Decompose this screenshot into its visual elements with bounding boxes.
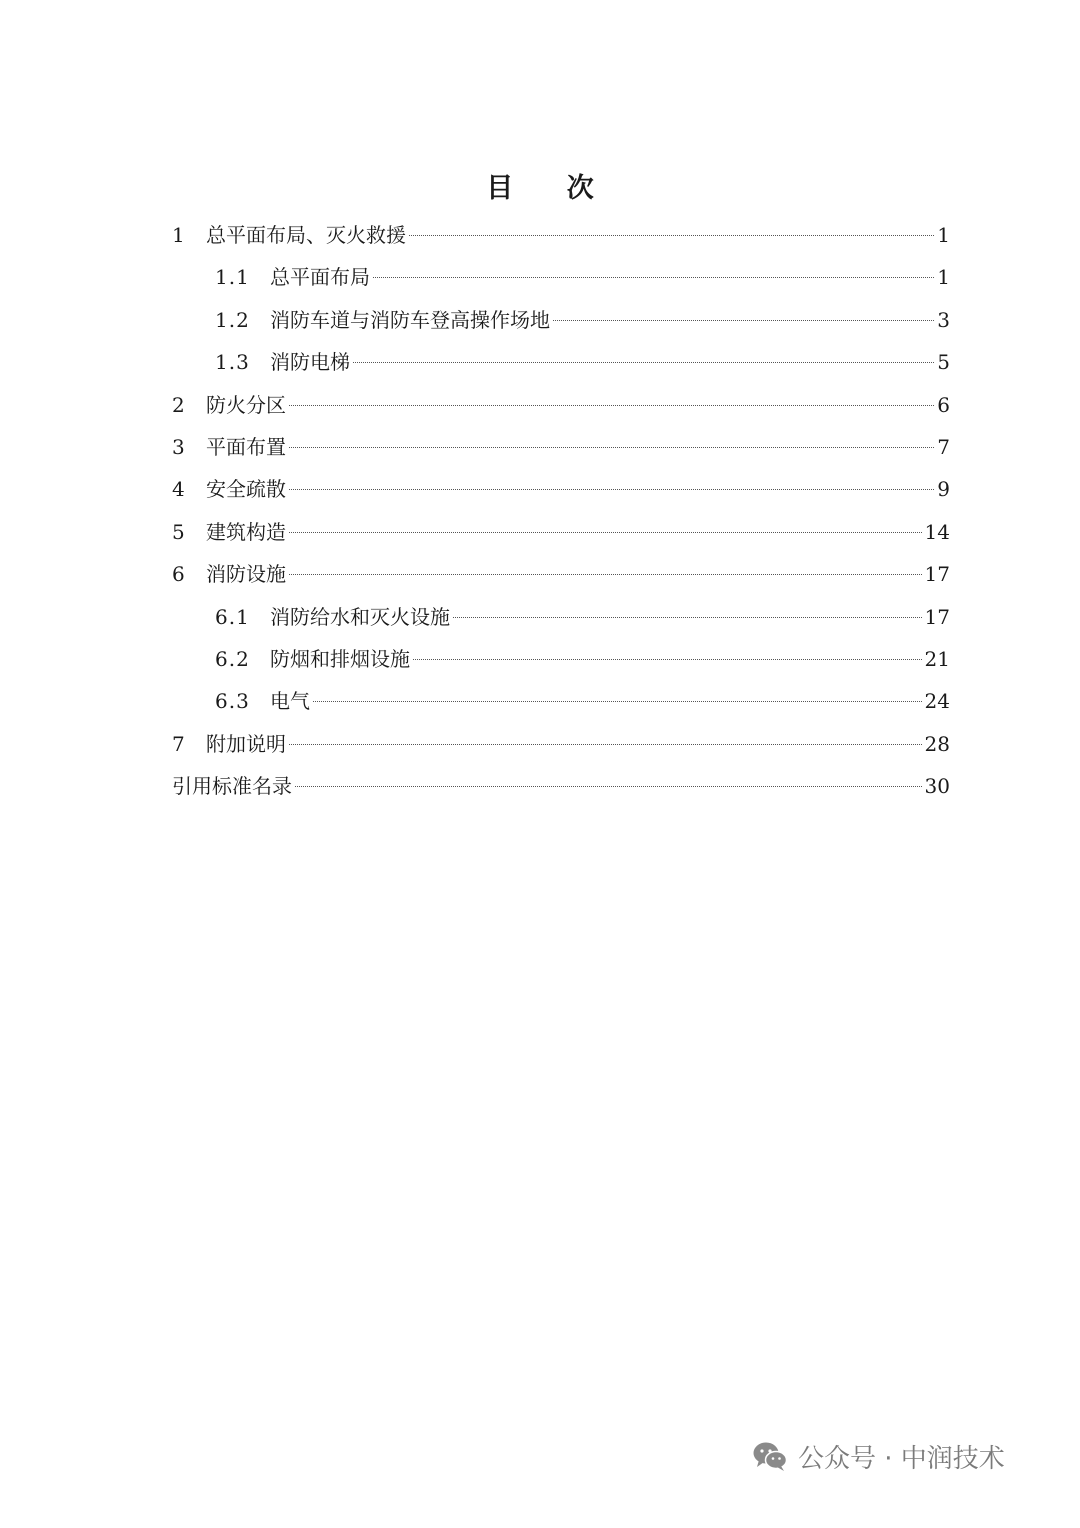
toc-dot-leader bbox=[289, 447, 934, 448]
toc-entry-page: 1 bbox=[937, 265, 950, 290]
toc-entry[interactable] bbox=[172, 765, 950, 807]
toc-dot-leader bbox=[373, 277, 934, 278]
toc-dot-leader bbox=[295, 786, 922, 787]
toc-entry-page: 9 bbox=[937, 477, 950, 502]
toc-entry-label: 消防车道与消防车登高操作场地 bbox=[270, 307, 550, 332]
toc-entry[interactable] bbox=[172, 553, 950, 595]
toc-entry-number: 1.2 bbox=[215, 307, 250, 332]
toc-entry-label: 防火分区 bbox=[206, 392, 286, 417]
toc-entry-label: 消防设施 bbox=[206, 562, 286, 587]
toc-dot-leader bbox=[553, 320, 934, 321]
toc-entry-number: 6.2 bbox=[215, 646, 250, 671]
toc-entry-label: 消防电梯 bbox=[270, 350, 350, 375]
toc-entry-number: 6.1 bbox=[215, 604, 250, 629]
toc-dot-leader bbox=[353, 362, 934, 363]
toc-dot-leader bbox=[453, 617, 922, 618]
toc-entry-page: 17 bbox=[924, 562, 950, 587]
toc-entry-label: 附加说明 bbox=[206, 731, 286, 756]
toc-entry-number: 6 bbox=[172, 562, 185, 587]
toc-entry-number: 4 bbox=[172, 477, 185, 502]
toc-entry-number: 5 bbox=[172, 519, 185, 544]
toc-entry[interactable] bbox=[172, 299, 950, 341]
toc-entry-page: 21 bbox=[924, 646, 950, 671]
toc-dot-leader bbox=[289, 744, 922, 745]
toc-entry[interactable] bbox=[172, 511, 950, 553]
table-of-contents bbox=[172, 214, 950, 807]
toc-entry-page: 6 bbox=[937, 392, 950, 417]
toc-entry-page: 30 bbox=[924, 774, 950, 799]
toc-entry-number: 1 bbox=[172, 223, 185, 247]
toc-entry[interactable] bbox=[172, 426, 950, 468]
toc-entry-label: 建筑构造 bbox=[206, 519, 286, 544]
watermark-text: 公众号 · 中润技术 bbox=[798, 1443, 1005, 1474]
toc-entry[interactable] bbox=[172, 638, 950, 680]
toc-entry-label: 消防给水和灭火设施 bbox=[270, 604, 450, 629]
toc-entry-number: 7 bbox=[172, 731, 185, 756]
toc-entry-number: 3 bbox=[172, 434, 185, 459]
toc-entry[interactable] bbox=[172, 384, 950, 426]
toc-entry[interactable] bbox=[172, 256, 950, 298]
toc-entry-label: 总平面布局、灭火救援 bbox=[206, 223, 406, 247]
toc-dot-leader bbox=[413, 659, 922, 660]
toc-entry-number: 1.1 bbox=[215, 265, 250, 290]
toc-dot-leader bbox=[313, 701, 922, 702]
toc-entry-number: 2 bbox=[172, 392, 185, 417]
toc-entry-page: 28 bbox=[924, 731, 950, 756]
toc-entry-page: 14 bbox=[924, 519, 950, 544]
toc-entry-label: 引用标准名录 bbox=[172, 774, 292, 799]
toc-dot-leader bbox=[289, 405, 934, 406]
page-title: 目 次 bbox=[486, 173, 616, 204]
toc-entry[interactable] bbox=[172, 680, 950, 722]
toc-entry-label: 总平面布局 bbox=[270, 265, 370, 290]
toc-entry-page: 1 bbox=[937, 223, 950, 247]
toc-entry-page: 3 bbox=[937, 307, 950, 332]
toc-entry-label: 平面布置 bbox=[206, 434, 286, 459]
watermark bbox=[752, 1436, 1005, 1476]
toc-entry-number: 1.3 bbox=[215, 350, 250, 375]
toc-entry-label: 电气 bbox=[270, 689, 310, 714]
toc-entry-page: 17 bbox=[924, 604, 950, 629]
toc-dot-leader bbox=[289, 574, 922, 575]
toc-entry-page: 7 bbox=[937, 434, 950, 459]
wechat-icon bbox=[752, 1440, 788, 1472]
toc-dot-leader bbox=[409, 235, 934, 236]
toc-dot-leader bbox=[289, 532, 922, 533]
toc-entry-page: 24 bbox=[924, 689, 950, 714]
toc-entry[interactable] bbox=[172, 468, 950, 510]
toc-entry[interactable] bbox=[172, 596, 950, 638]
toc-dot-leader bbox=[289, 489, 934, 490]
toc-entry[interactable] bbox=[172, 214, 950, 256]
toc-entry[interactable] bbox=[172, 723, 950, 765]
toc-entry[interactable] bbox=[172, 341, 950, 383]
toc-entry-label: 防烟和排烟设施 bbox=[270, 646, 410, 671]
toc-entry-page: 5 bbox=[937, 350, 950, 375]
toc-entry-label: 安全疏散 bbox=[206, 477, 286, 502]
toc-entry-number: 6.3 bbox=[215, 689, 250, 714]
